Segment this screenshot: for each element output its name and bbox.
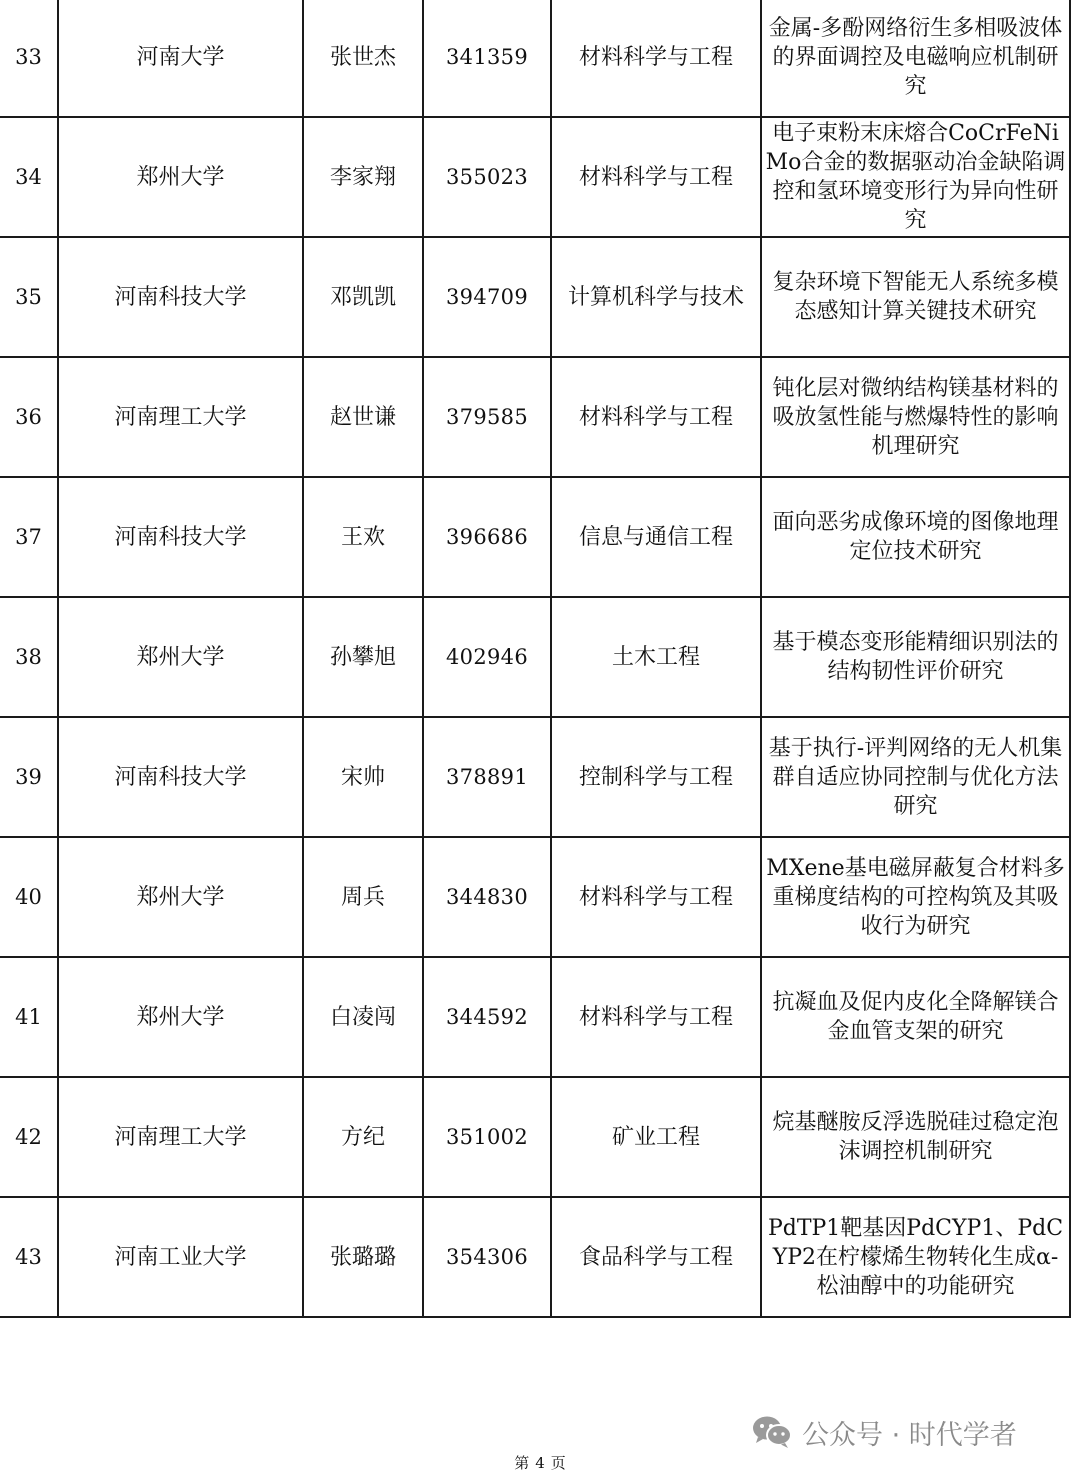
name-cell: 孙攀旭 (303, 597, 423, 717)
table-row (0, 237, 1070, 357)
discipline-cell: 材料科学与工程 (551, 357, 761, 477)
row-number: 37 (0, 477, 58, 597)
university-cell: 河南科技大学 (58, 237, 303, 357)
table-row (0, 717, 1070, 837)
university-cell: 河南科技大学 (58, 717, 303, 837)
name-cell: 张璐璐 (303, 1197, 423, 1317)
table-row (0, 357, 1070, 477)
id-cell: 354306 (423, 1197, 551, 1317)
project-title-cell: 面向恶劣成像环境的图像地理定位技术研究 (761, 477, 1070, 597)
project-title-cell: 抗凝血及促内皮化全降解镁合金血管支架的研究 (761, 957, 1070, 1077)
project-title-cell: 基于模态变形能精细识别法的结构韧性评价研究 (761, 597, 1070, 717)
id-cell: 379585 (423, 357, 551, 477)
university-cell: 河南大学 (58, 0, 303, 117)
project-title-cell: 钝化层对微纳结构镁基材料的吸放氢性能与燃爆特性的影响机理研究 (761, 357, 1070, 477)
discipline-cell: 土木工程 (551, 597, 761, 717)
discipline-cell: 控制科学与工程 (551, 717, 761, 837)
row-number: 42 (0, 1077, 58, 1197)
university-cell: 郑州大学 (58, 837, 303, 957)
table-row (0, 1197, 1070, 1317)
row-number: 33 (0, 0, 58, 117)
table-row (0, 597, 1070, 717)
row-number: 43 (0, 1197, 58, 1317)
row-number: 39 (0, 717, 58, 837)
name-cell: 周兵 (303, 837, 423, 957)
id-cell: 351002 (423, 1077, 551, 1197)
id-cell: 355023 (423, 117, 551, 237)
id-cell: 378891 (423, 717, 551, 837)
wechat-watermark (752, 1412, 1017, 1452)
row-number: 40 (0, 837, 58, 957)
wechat-icon (752, 1415, 792, 1449)
discipline-cell: 材料科学与工程 (551, 0, 761, 117)
page-prefix: 第 (514, 1454, 530, 1472)
name-cell: 赵世谦 (303, 357, 423, 477)
discipline-cell: 计算机科学与技术 (551, 237, 761, 357)
row-number: 36 (0, 357, 58, 477)
table-row (0, 837, 1070, 957)
row-number: 34 (0, 117, 58, 237)
row-number: 41 (0, 957, 58, 1077)
discipline-cell: 矿业工程 (551, 1077, 761, 1197)
university-cell: 郑州大学 (58, 117, 303, 237)
discipline-cell: 信息与通信工程 (551, 477, 761, 597)
discipline-cell: 材料科学与工程 (551, 957, 761, 1077)
name-cell: 白凌闯 (303, 957, 423, 1077)
page-footer (0, 1452, 1080, 1473)
id-cell: 396686 (423, 477, 551, 597)
row-number: 35 (0, 237, 58, 357)
name-cell: 张世杰 (303, 0, 423, 117)
project-title-cell: PdTP1靶基因PdCYP1、PdCYP2在柠檬烯生物转化生成α-松油醇中的功能研究 (761, 1197, 1070, 1317)
id-cell: 394709 (423, 237, 551, 357)
page-number: 4 (535, 1454, 545, 1472)
id-cell: 341359 (423, 0, 551, 117)
name-cell: 邓凯凯 (303, 237, 423, 357)
university-cell: 河南工业大学 (58, 1197, 303, 1317)
id-cell: 402946 (423, 597, 551, 717)
table-row (0, 477, 1070, 597)
discipline-cell: 食品科学与工程 (551, 1197, 761, 1317)
university-cell: 郑州大学 (58, 597, 303, 717)
project-title-cell: 电子束粉末床熔合CoCrFeNiMo合金的数据驱动冶金缺陷调控和氢环境变形行为异向性研究 (761, 117, 1070, 237)
project-title-cell: 复杂环境下智能无人系统多模态感知计算关键技术研究 (761, 237, 1070, 357)
table-row (0, 117, 1070, 237)
discipline-cell: 材料科学与工程 (551, 837, 761, 957)
name-cell: 李家翔 (303, 117, 423, 237)
project-title-cell: 金属-多酚网络衍生多相吸波体的界面调控及电磁响应机制研究 (761, 0, 1070, 117)
name-cell: 王欢 (303, 477, 423, 597)
university-cell: 河南理工大学 (58, 1077, 303, 1197)
discipline-cell: 材料科学与工程 (551, 117, 761, 237)
project-title-cell: 基于执行-评判网络的无人机集群自适应协同控制与优化方法研究 (761, 717, 1070, 837)
university-cell: 河南理工大学 (58, 357, 303, 477)
name-cell: 宋帅 (303, 717, 423, 837)
university-cell: 河南科技大学 (58, 477, 303, 597)
table-row (0, 957, 1070, 1077)
id-cell: 344592 (423, 957, 551, 1077)
project-title-cell: MXene基电磁屏蔽复合材料多重梯度结构的可控构筑及其吸收行为研究 (761, 837, 1070, 957)
table-row (0, 1077, 1070, 1197)
watermark-text: 公众号 · 时代学者 (802, 1419, 1017, 1451)
name-cell: 方纪 (303, 1077, 423, 1197)
university-cell: 郑州大学 (58, 957, 303, 1077)
id-cell: 344830 (423, 837, 551, 957)
page-suffix: 页 (550, 1454, 566, 1472)
table-row (0, 0, 1070, 117)
project-title-cell: 烷基醚胺反浮选脱硅过稳定泡沫调控机制研究 (761, 1077, 1070, 1197)
row-number: 38 (0, 597, 58, 717)
